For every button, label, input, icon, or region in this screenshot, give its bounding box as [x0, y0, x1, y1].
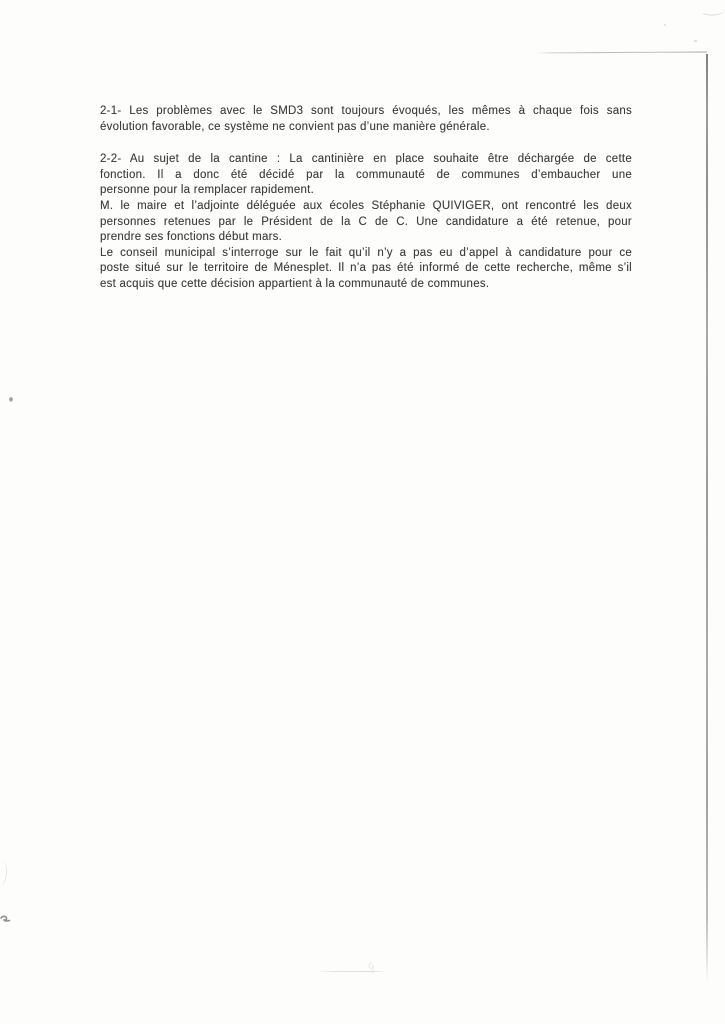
paragraph-2-1 [100, 104, 632, 135]
text-line: Le conseil municipal s’interroge sur le fait qu’il n’y a pas eu d’appel à candidature pour ce [100, 246, 632, 259]
scan-smudge-mark [365, 960, 379, 976]
text-line: 2-2- Au sujet de la cantine : La cantinière en place souhaite être déchargée de cette [100, 153, 632, 166]
text-line: fonction. Il a donc été décidé par la communauté de communes d’embaucher une [100, 168, 632, 181]
paragraph-conseil-municipal [100, 246, 632, 293]
scan-corner-curve [703, 1, 725, 20]
document-body [100, 104, 632, 293]
text-line: est acquis que cette décision appartient à la communauté de communes. [100, 277, 490, 290]
text-line: 2-1- Les problèmes avec le SMD3 sont toujours évoqués, les mêmes à chaque fois sans [100, 105, 632, 117]
paragraph-2-2 [100, 152, 632, 199]
scan-top-fold-line [535, 51, 707, 53]
text-line: personne pour la remplacer rapidement. [100, 184, 315, 197]
text-line: évolution favorable, ce système ne convient pas d’une manière générale. [100, 120, 490, 133]
text-line: prendre ses fonctions début mars. [100, 231, 283, 244]
paragraph-maire-quiviger [100, 199, 632, 246]
scan-speck [9, 397, 13, 402]
scan-smudge-line [318, 971, 386, 972]
scan-speck [694, 40, 697, 42]
scan-page-edge-line [706, 54, 708, 984]
scan-scratch [0, 860, 9, 885]
text-line: M. le maire et l’adjointe déléguée aux écoles Stéphanie QUIVIGER, ont rencontré les deux [100, 199, 632, 212]
text-line: poste situé sur le territoire de Ménesplet. Il n’a pas été informé de cette recherche, même s’il [100, 262, 632, 275]
scan-ink-mark [0, 912, 12, 926]
text-line: personnes retenues par le Président de la C de C. Une candidature a été retenue, pour [100, 215, 632, 228]
scan-speck [664, 24, 666, 26]
